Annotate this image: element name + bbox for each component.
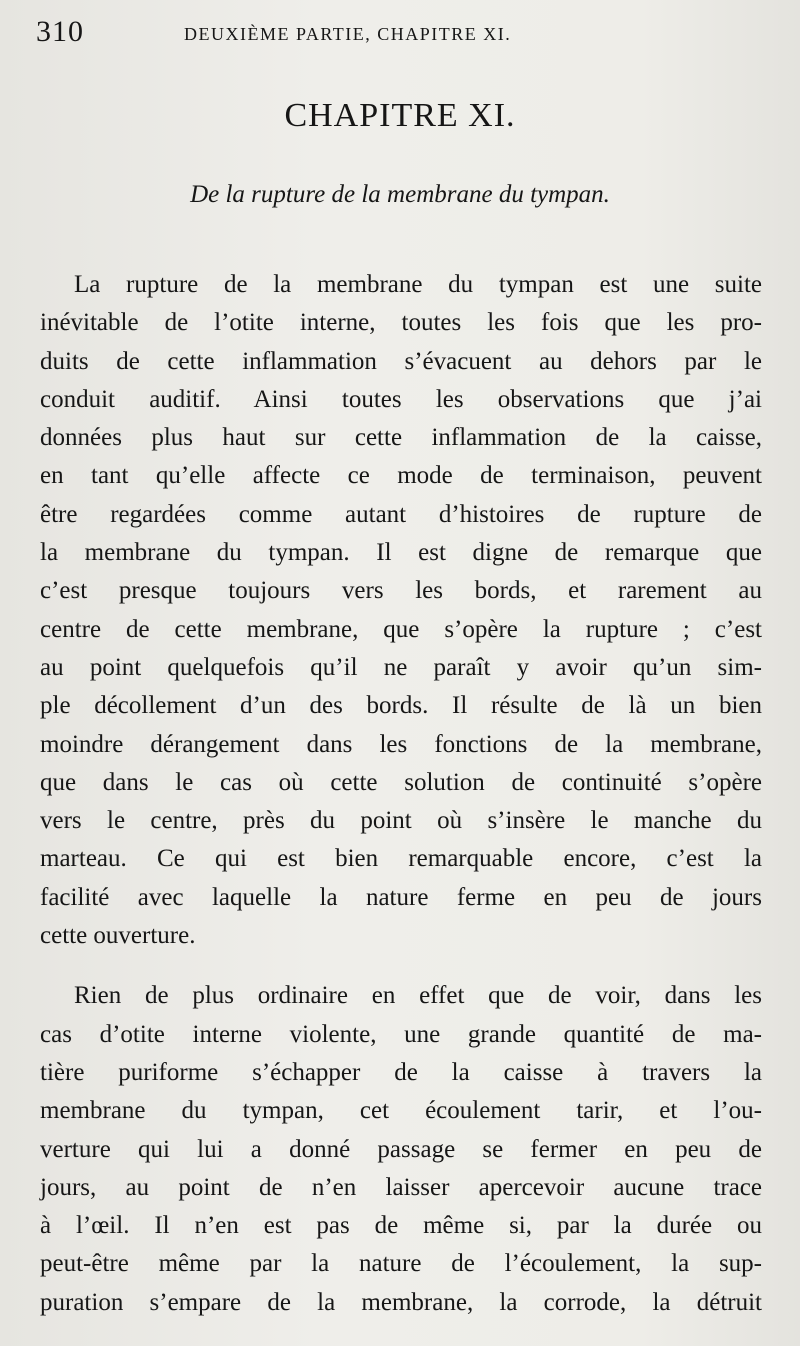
- text-line: inévitable de l’otite interne, toutes les fois que les pro-: [40, 309, 762, 337]
- text-line: La rupture de la membrane du tympan est une suite: [74, 271, 762, 298]
- paragraph-1: [40, 266, 762, 955]
- text-line: être regardées comme autant d’histoires de rupture de: [40, 500, 762, 528]
- text-line: cette ouverture.: [40, 922, 196, 950]
- text-line: en tant qu’elle affecte ce mode de terminaison, peuvent: [40, 462, 762, 490]
- body-text: [40, 266, 762, 1322]
- text-line: la membrane du tympan. Il est digne de remarque que: [40, 539, 762, 567]
- text-line: à l’œil. Il n’en est pas de même si, par la durée ou: [40, 1212, 762, 1240]
- text-line: centre de cette membrane, que s’opère la rupture ; c’est: [40, 615, 762, 643]
- text-line: facilité avec laquelle la nature ferme en peu de jours: [40, 883, 762, 911]
- text-line: Rien de plus ordinaire en effet que de voir, dans les: [74, 982, 762, 1010]
- text-line: cas d’otite interne violente, une grande quantité de ma-: [40, 1020, 762, 1048]
- text-line: ple décollement d’un des bords. Il résulte de là un bien: [40, 692, 762, 720]
- text-line: données plus haut sur cette inflammation de la caisse,: [40, 424, 762, 452]
- chapter-subtitle: De la rupture de la membrane du tympan.: [190, 181, 610, 208]
- running-head: [36, 14, 762, 50]
- text-line: duits de cette inflammation s’évacuent au dehors par le: [40, 347, 762, 375]
- text-line: jours, au point de n’en laisser apercevoir aucune trace: [40, 1173, 762, 1201]
- chapter-title: CHAPITRE XI.: [284, 97, 516, 134]
- paragraph-gap: [40, 955, 762, 977]
- text-line: conduit auditif. Ainsi toutes les observations que j’ai: [40, 385, 762, 413]
- text-line: moindre dérangement dans les fonctions de la membrane,: [40, 730, 762, 758]
- text-line: vers le centre, près du point où s’insère le manche du: [40, 807, 762, 835]
- text-line: marteau. Ce qui est bien remarquable encore, c’est la: [40, 845, 762, 873]
- text-line: puration s’empare de la membrane, la corrode, la détruit: [40, 1288, 762, 1316]
- running-title: DEUXIÈME PARTIE, CHAPITRE XI.: [184, 24, 512, 44]
- text-line: c’est presque toujours vers les bords, et rarement au: [40, 577, 762, 605]
- text-line: tière puriforme s’échapper de la caisse à travers la: [40, 1058, 762, 1086]
- text-line: membrane du tympan, cet écoulement tarir, et l’ou-: [40, 1097, 762, 1125]
- text-line: au point quelquefois qu’il ne paraît y avoir qu’un sim-: [40, 653, 762, 681]
- text-line: verture qui lui a donné passage se fermer en peu de: [40, 1135, 762, 1163]
- text-line: peut-être même par la nature de l’écoulement, la sup-: [40, 1250, 762, 1278]
- page-number: 310: [36, 15, 84, 48]
- text-line: que dans le cas où cette solution de continuité s’opère: [40, 768, 762, 796]
- paragraph-2: [40, 977, 762, 1322]
